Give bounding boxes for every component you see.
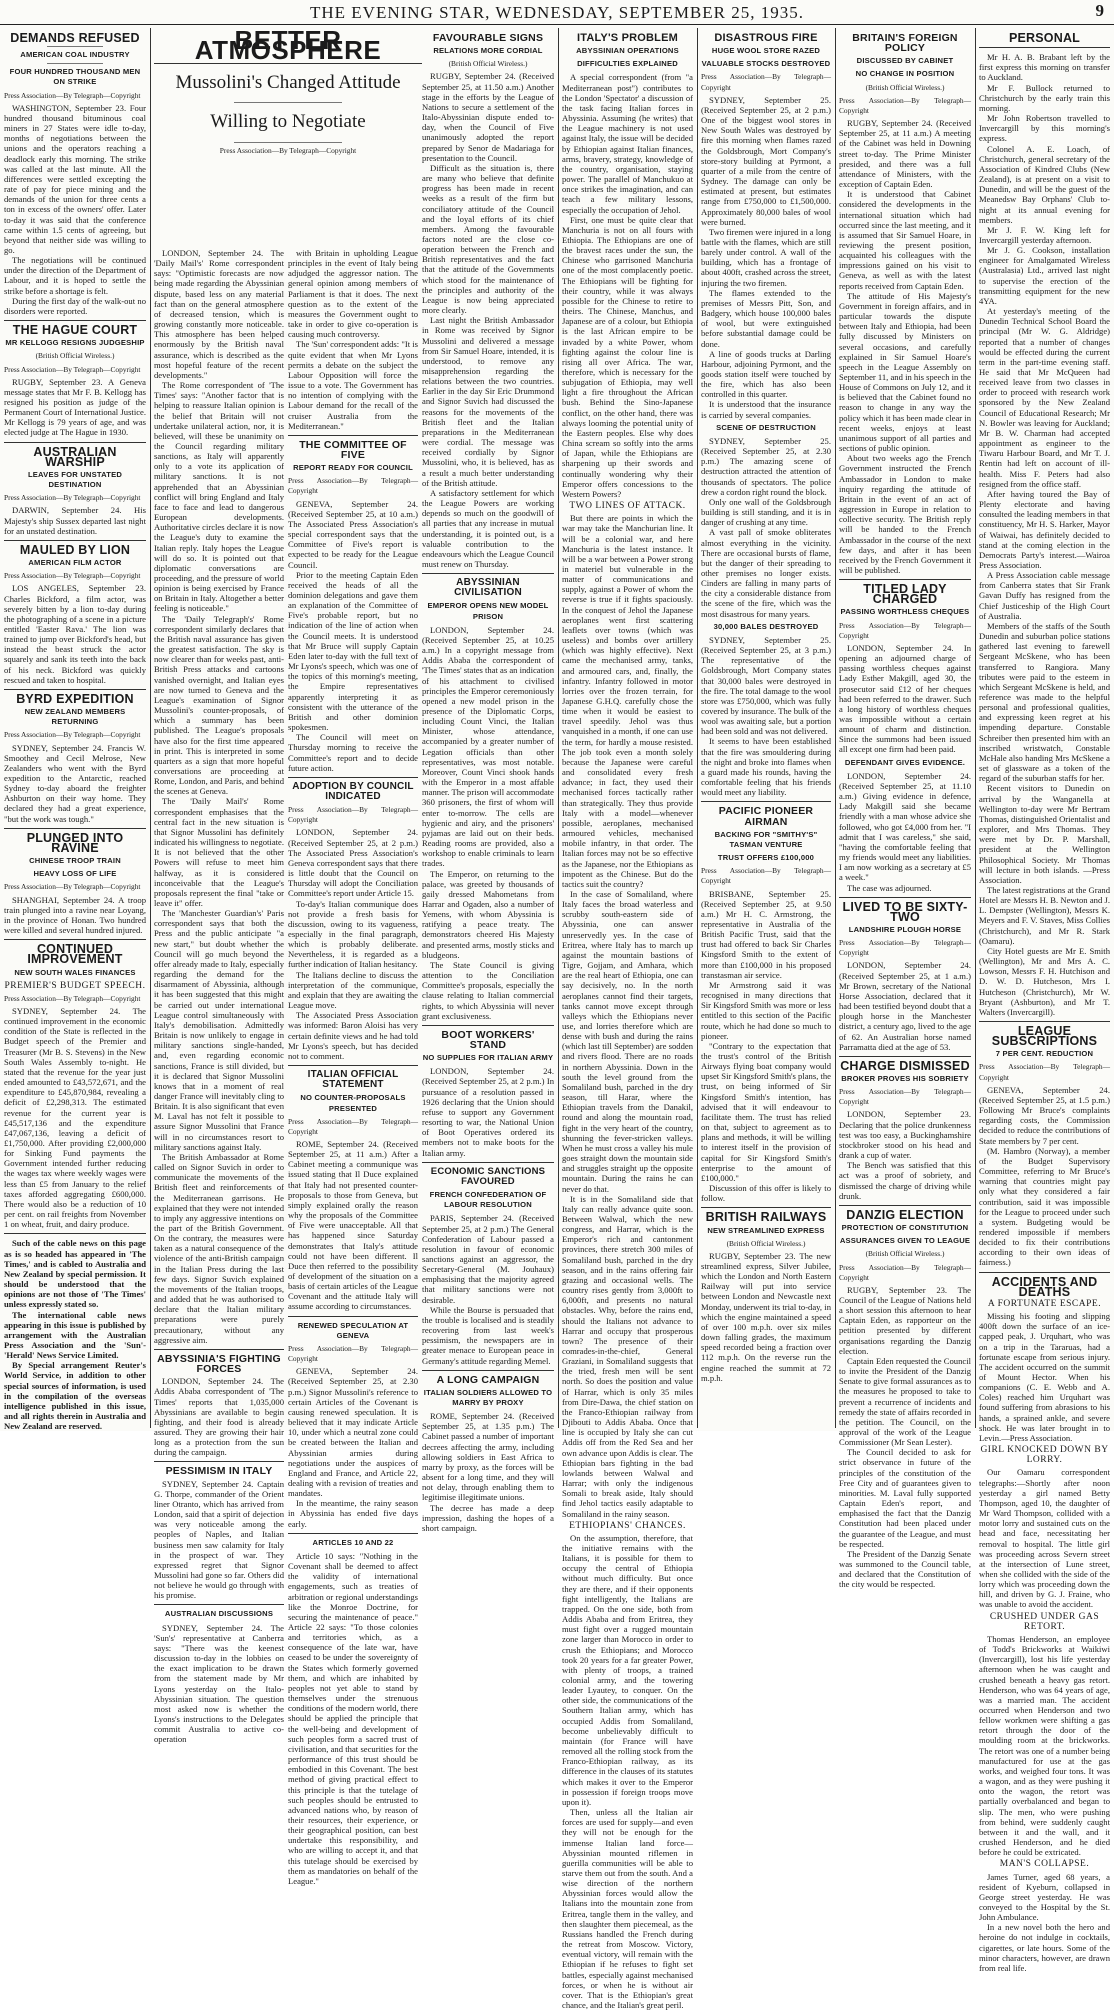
dateline: Press Association—By Telegraph—Copyright	[4, 364, 141, 374]
article-paragraph: The Emperor, on returning to the palace, was greeted by thousands of gaily dressed Mahometans from Harrar and Ogaden, also a number of Yemens, with whom Abyssinia is ratifying a peace treaty. The demonstrators cheered His Majesty and presented arms, mostly sticks and bludgeons.	[422, 868, 554, 960]
headline: ADOPTION BY COUNCIL INDICATED	[292, 780, 414, 802]
article-paragraph: GENEVA, September 24. (Received September 25, at 2.30 p.m.) Signor Mussolini's reference to certain Articles of the Covenant is causing renewed speculation. It is believed that it may indicate Article 10, under which a neutral zone could be created between the Italian and Abyssinian armies during negotiations under the auspices of England and France, and Article 22, dealing with a revision of treaties and mandates.	[288, 1366, 418, 1499]
dateline: Press Association—By Telegraph—Copyright	[839, 95, 971, 115]
column-7	[979, 29, 1110, 1973]
column-rule	[835, 28, 836, 1428]
headline: CONTINUED IMPROVEMENT	[27, 942, 123, 967]
article-paragraph: Mr Armstrong said it was recognised in many directions that Sir Kingsford Smith was more or less entitled to this section of the Pacific route, which he had done so much to pioneer.	[701, 979, 831, 1041]
article-paragraph: The 'Daily Mail's' Rome correspondent emphasises that the central fact in the new situation is that Signor Mussolini has definitely indicated his willingness to negotiate. It is not believed that the other Powers will refuse to meet him halfway, as it is considered inconceivable that the League's proposals represent the final "take or leave it" offer.	[154, 796, 284, 908]
article-paragraph: LONDON, September 24. (Received September 25, at 2 p.m.) The Associated Press Association's Geneva correspondent says that there is little doubt that the Council on Thursday will adopt the Conciliation Committee's report under Article 15.	[288, 827, 418, 899]
article-paragraph: GENEVA, September 24. (Received September 25, at 10 a.m.) The Associated Press Association's special correspondent says that the Committee of Five's report is expected to be ready for the League Council.	[288, 498, 418, 570]
feature-deck: Mussolini's Changed Attitude	[175, 72, 401, 94]
article-paragraph: The attitude of His Majesty's Government in foreign affairs, and in particular towards the dispute between Italy and Ethiopia, had been fully discussed by Ministers on several occasions, and carefully explained in Sir Samuel Hoare's speech in the League Assembly on September 11, and in his speech in the House of Commons on July 12, and it is believed that the Cabinet found no reason to change in any way the policy which it has been made clear in recent weeks, enjoys at least unanimous support of all parties and sections of public opinion.	[839, 290, 971, 454]
article-paragraph: A line of goods trucks at Darling Harbour, adjoining Pyrmont, and the goods station itself were touched by the fire, which has also been controlled in this quarter.	[701, 348, 831, 400]
headline: CHARGE DISMISSED	[840, 1058, 970, 1073]
subheading: PREMIER'S BUDGET SPEECH.	[4, 980, 146, 991]
page-number: 9	[1095, 1, 1104, 20]
section-subhead: A FORTUNATE ESCAPE.	[987, 1298, 1102, 1309]
article-paragraph: RUGBY, September 23. The Council of the League of Nations held a short session this afternoon to hear Captain Eden, as rapporteur on the petition presented by different organisations regarding the Danzig election.	[839, 1284, 971, 1356]
subheading: ITALIAN SOLDIERS ALLOWED TO MARRY BY PROXY	[423, 1387, 553, 1407]
article-paragraph: Colonel A. E. Loach, of Christchurch, general secretary of the Association of Kindred Clubs (New Zealand), is at present on a visit to Dunedin, and will be the guest of the Meanedsw Bay Orphans' Club to-night at its annual evening for members.	[979, 143, 1110, 225]
subheading: PASSING WORTHLESS CHEQUES	[840, 607, 970, 617]
article-paragraph: LONDON, September 24. (Received September 25, at 2 p.m.) In pursuance of a resolution passed in 1926 declaring that the Union should refuse to support any Government resorting to war, the National Union of Boot Operatives ordered its members not to make boots for the Italian army.	[422, 1066, 554, 1158]
feature-headline: BETTER ATMOSPHERE	[194, 25, 382, 66]
dateline: Press Association—By Telegraph—Copyright	[4, 493, 141, 503]
headline: BRITAIN'S FOREIGN POLICY	[852, 32, 958, 55]
section-subhead: CRUSHED UNDER GAS RETORT.	[989, 1611, 1100, 1632]
article-paragraph: In the meantime, the rainy season in Abyssinia has ended five days early.	[288, 1498, 418, 1529]
article-paragraph: Mr John Robertson travelled to Invercargill by this morning's express.	[979, 113, 1110, 144]
article-paragraph: After having toured the Bay of Plenty electorate and having consulted the leading members in that constituency, Mr H. S. Harker, Mayor of Waiwai, has definitely decided to stand at the coming election in the Democrats Party's interest.—Wairoa Press Association.	[979, 488, 1110, 570]
notice-paragraph: Such of the cable news on this page as is so headed has appeared in 'The Times,' and is cabled to Australia and New Zealand by special permission. It should be understood that the opinions are not those of 'The Times' unless expressly stated so.	[4, 1238, 146, 1310]
article-paragraph: SYDNEY, September 24. Francis W. Smoothey and Cecil Melrose, New Zealanders who went with the Byrd expedition to the Antarctic, reached Sydney to-day aboard the freighter Ashburton on their way home. They declared they had a great experience, "but the work was tough."	[4, 742, 146, 824]
article-paragraph: Prior to the meeting Captain Eden received the heads of all the dominion delegations and gave them an explanation of the Committee of Five's probable report, but no indication of the line of action when the Council meets. It is understood that Mr Bruce will supply Captain Eden later to-day with the full text of Mr Lyons's speech, which was one of the topics of this morning's meeting, the Empire representatives apparently interpreting it as consistent with the utterance of the British and other dominion spokesmen.	[288, 569, 418, 733]
article-paragraph: The flames extended to the premises of Messrs Pitt, Son, and Badgery, which house 100,000 bales of wool, but were extinguished before substantial damage could be done.	[701, 287, 831, 349]
dateline: Press Association—By Telegraph—Copyright	[288, 805, 418, 825]
subheading: BACKING FOR "SMITHY'S" TASMAN VENTURE	[714, 829, 818, 849]
article-paragraph: The Associated Press Association was informed: Baron Aloisi has very certain definite views and he had told Mr Lyons's speech, but has decided not to comment.	[288, 1010, 418, 1061]
article-paragraph: City Hotel guests are Mr E. Smith (Wellington), Mr and Mrs A. C. Lowson, Messrs F. H. Hutchison and D. W. D. Hutcheson, Mrs I. Hutcheson (Christchurch), Mr W. Bryant (Ashburton), and Mr T. Walters (Invercargill).	[979, 945, 1110, 1017]
article-paragraph: Mr H. A. B. Brabant left by the first express this morning on transfer to Auckland.	[979, 52, 1110, 83]
dateline: Press Association—By Telegraph—Copyright	[4, 90, 141, 100]
subheading: LANDSHIRE PLOUGH HORSE	[848, 924, 962, 934]
headline: FAVOURABLE SIGNS	[432, 32, 544, 44]
column-4	[562, 29, 693, 2010]
subheading: NEW STREAMLINED EXPRESS	[707, 1225, 825, 1235]
dateline: Press Association—By Telegraph—Copyright	[839, 1087, 971, 1107]
article-paragraph: BRISBANE, September 25. (Received September 25, at 9.50 a.m.) Mr H. C. Armstrong, the representative in Australia of the British Pacific Trust, said that the trust had offered to back Sir Charles Kingsford Smith to the extent of more than £100,000 in his proposed transtasman air service.	[701, 888, 831, 980]
article-paragraph: LONDON, September 24. The 'Daily Mail's' Rome correspondent says: "Optimistic forecasts are now being made regarding the Abyssinian dispute, based less on any material fact than on the general atmosphere of decreased tension, which is growing constantly more noticeable. This atmosphere has been helped enormously by the British naval assurance, which is described as the most hopeful feature of the recent developments."	[154, 248, 284, 380]
article-paragraph: The 'Sun' correspondent adds: "It is quite evident that when Mr Lyons permits a debate on the subject the Labour Opposition will force the issue to a vote. The Government has no intention of complying with the Labour demand for the recall of the cruiser Australia from the Mediterranean."	[288, 339, 418, 431]
headline: THE COMMITTEE OF FIVE	[299, 438, 407, 461]
article-paragraph: Then, unless all the Italian air forces are used for supply—and even they will not be enough for the immense Italian land force—Abyssinian mounted riflemen in guerilla communities will be able to starve them out from the south. And a wise direction of the northern Abyssinian forces would allow the Italians into the mountain zone from Eritrea, tangle them in the valley, and then slaughter them piecemeal, as the Russians handled the French during the retreat from Moscow. Victory, eventual victory, will remain with the Ethiopian if he refuses to fight set battles, especially against mechanised forces, or when he is without air cover. That is the Ethiopian's great chance, and the Italian's great peril.	[562, 1807, 693, 2010]
article-paragraph: But there are points in which the war may take the Manchurian line. It will be a colonial war, and here Manchuria is the latest instance. It will be a war between a Power strong in materiel but vulnerable in the matter of communications and supply, against a Power of whom the reverse is true if it fights spaciously. In the conquest of Jehol the Japanese aeroplanes went first scattering leaflets over towns (which was useless) and bombs over artillery (which was highly effective). Next came the mechanised army, tanks, and armoured cars, and, finally, the infantry. Infantry followed in motor lorries over the frozen terrain, for Japanese G.H.Q. carefully chose the time when it would be easiest to travel speedily. Jehol was thus vanquished in a month, if one can use the term, for hardly a mouse resisted. The job took even a month solely because the Japanese were careful and consolidated every fresh advance; in fact, they used their mechanised forces tactically rather than strategically. They thus provide Italy with a model—whenever possible, aeroplanes, mechanised armoured vehicles, mechanised mobile infantry, in that order. The Italian forces may not be so effective as the Japanese, nor the Ethiopians as impotent as the Chinese. But do the tactics suit the country?	[562, 513, 693, 889]
article-paragraph: The 'Daily Telegraph's' Rome correspondent similarly declares that the British naval assurance has given the greatest satisfaction. The sky is now clearer than for weeks past, anti-British Press attacks and cartoons vanished overnight, and Italian eyes are now turned to Geneva and the League's examination of Signor Mussolini's counter-proposals, of which a summary has been published. The League's proposals have also for the first time appeared in print. This is interpreted in some quarters as a sign that more hopeful conversations are proceeding at Rome, London, and Paris, and behind the scenes at Geneva.	[154, 613, 284, 797]
subheading: ABYSSINIAN OPERATIONS	[576, 46, 679, 56]
headline: PESSIMISM IN ITALY	[165, 1465, 273, 1478]
dateline: (British Official Wireless.)	[865, 1249, 945, 1259]
headline: DISASTROUS FIRE	[714, 32, 818, 44]
feature-deck: Willing to Negotiate	[210, 111, 366, 133]
article-paragraph: LOS ANGELES, September 23. Charles Bickford, a film actor, was severely bitten by a lion to-day during the photographing of a scene in a picture entitled 'Easter Rava.' The lion was trained to jump over Bickford's head, but instead the beast struck the actor squarely and sank its teeth into the back of his neck. Bickford was quickly rescued and taken to hospital.	[4, 583, 146, 685]
headline: ABYSSINIA'S FIGHTING FORCES	[157, 1352, 281, 1376]
subheading: 7 PER CENT. REDUCTION	[995, 1049, 1094, 1059]
article-paragraph: On the assumption, therefore, that the initiative remains with the Italians, it is possible for them to occupy the central of Ethiopia without much difficulty. But once they are there, and if their opponents fight intelligently, the Italians are trapped. On the one side, both from Addis Ababa and from Eritrea, they must fight over a rugged mountain zone larger than Morocco in order to crush the Ethiopians; and Morocco took 20 years for a far greater Power, with plenty of troops, a trained colonial army, and the towering leader Lyautey, to conquer. On the other side, the communications of the Southern Italian army, which has occupied Addis from Somaliland, become unbelievably difficult to maintain (for France will have removed all the rolling stock from the Franco-Ethiopian railway, as its difference in the clauses of its statutes which makes it over to the Emperor in possession if foreign troops move upon it).	[562, 1532, 693, 1807]
article-paragraph: It is in the Somaliland side that Italy can really advance quite soon. Between Walwal, which the new congress, and Harrar, which is the Emperor's rich and cantonment provinces, there stretch 300 miles of Somaliland bush, parched in the dry season, and in the rains offering fair grazing and occasional wells. The country rises gently from 3,000ft to 6,000ft, and presents no natural obstacles. Why, before the rains end, should the Italians not advance to Harrar and occupy that prosperous town? The presence of their comrades-in-the-chief, General Graziani, in Somaliland suggests that the tried, fresh men will be sent north. So does the position and value of Harrar, which is only 35 miles from Dire-Dawa, the chief station on the Franco-Ethiopian railway from Djibouti to Addis Ababa. Once that line is occupied by Italy she can cut Addis off from the Red Sea and her own advance upon Addis is clear. The Ethiopian bars fighting in the bad lowlands between Walwal and Harrar; with only the indigenous Somali to break aside, Italy should find Jehol tactics easily adaptable to Somaliland in the rainy season.	[562, 1193, 693, 1519]
subheading: NO CHANGE IN POSITION	[855, 69, 955, 79]
article-paragraph: The State Council is giving attention to the Conciliation Committee's proposals, especially the clause relating to Italian commercial rights, to which Abyssinia will never grant exclusiveness.	[422, 959, 554, 1021]
subheading: TRUST OFFERS £100,000	[717, 853, 815, 863]
article-paragraph: Captain Eden requested the Council to invite the President of the Danzig Senate to give formal assurances as to the measures he proposed to take to prevent a recurrence of incidents and remedy the state of affairs recorded in the petition. The Council, on the approval of the work of the League Commissioner (Mr Sean Lester).	[839, 1355, 971, 1448]
headline: PERSONAL	[1008, 31, 1081, 45]
article-paragraph: "Contrary to the expectation that the trust's control of the British Airways flying boat company would upset Sir Kingsford Smith's plans, the trust, on being informed of Sir Kingsford Smith's intention, has advised that it will endeavour to facilitate them. The trust has relied on that, subject to agreement as to plans and methods, it will be willing to interest itself in the provision of capital for Sir Kingsford Smith's enterprise to the amount of £100,000."	[701, 1040, 831, 1183]
article-paragraph: In the case of Somaliland, where Italy faces the broad waterless and scrubby south-eastern side of Abyssinia, one can answer unreservedly yes. In the case of Eritrea, where Italy has to march up against the mountain bastions of Tigre, Gojjam, and Amhara, which are the real heart of Ethiopia, one can say decisively, no. In the north aeroplanes cannot find their targets, tanks cannot move except through valleys which the Ethiopians never use, and lorries therefore which are dense with bush and during the rains (which last till September) are sodden and rivers flood. There are no roads in northern Abyssinia. Down in the south the level ground from the Somaliland bush, parched in the dry season, till Harar, where the Ethiopian travels from the Danakil, round and along the mountain road, fight in the very heart of the country, shunning the fever-stricken valleys. When he must cross a valley his mule goes straight down the mountain side and struggles straight up the opposite mountain. During the rains he can never do that.	[562, 888, 693, 1194]
article-paragraph: Only one wall of the Goldsbrough building is still standing, and it is in danger of crushing at any time.	[701, 496, 831, 528]
subheading: CHINESE TROOP TRAIN	[29, 856, 121, 866]
article-paragraph: SHANGHAI, September 24. A troop train plunged into a ravine near Loyang, in the province of Honan. Two hundred were killed and several hundred injured.	[4, 894, 146, 936]
column-rule	[150, 28, 151, 1428]
dateline: Press Association—By Telegraph—Copyright	[288, 1343, 418, 1364]
subheading: EMPEROR OPENS NEW MODEL PRISON	[427, 601, 549, 621]
dateline: Press Association—By Telegraph—Copyright	[839, 938, 971, 958]
article-paragraph: LONDON, September 24. The Addis Ababa correspondent of 'The Times' reports that 1,035,000 Abyssinians are available to begin fighting, and their food is already assured. They are growing their hair long as a protection from the sun during the campaign.	[154, 1376, 284, 1458]
subheading: REPORT READY FOR COUNCIL	[293, 463, 413, 473]
dateline: Press Association—By Telegraph—Copyright	[4, 993, 141, 1003]
headline: A LONG CAMPAIGN	[436, 1373, 540, 1386]
subheading: BROKER PROVES HIS SOBRIETY	[841, 1074, 969, 1083]
headline: LIVED TO BE SIXTY-TWO	[842, 899, 968, 924]
article-paragraph: Discussion of this offer is likely to follow.	[701, 1183, 831, 1204]
headline: ITALIAN OFFICIAL STATEMENT	[307, 1069, 399, 1091]
feature-text-b	[288, 248, 418, 1886]
article-paragraph: The Council will meet on Thursday morning to receive the Committee's report and to decide future action.	[288, 732, 418, 773]
article-paragraph: WASHINGTON, September 23. Four hundred thousand bituminous coal miners in 27 States were idle to-day, months of negotiations between the unions and the operators reaching a deadlock early this morning. The strike was called at the last minute. All the differences were settled excepting the rate of pay for piece mining and the demands of the union for three cents a ton in excess of the owners' offer. Later to-day it was said that the conference came within 1.5 cents of agreeing, but beyond that neither side was willing to go.	[4, 102, 146, 255]
subheading: NEW SOUTH WALES FINANCES	[14, 967, 136, 977]
article-paragraph: The President of the Danzig Senate was summoned to the Council table, and declared that the Constitution of the city would be respected.	[839, 1548, 971, 1590]
article-paragraph: PARIS, September 24. (Received September 25, at 2 p.m.) The General Confederation of Labour passed a resolution in favour of economic sanctions against an aggressor, the Secretary-General (M. Jouhaux) emphasising that the majority agreed that military sanctions were not desirable.	[422, 1213, 554, 1305]
subheading: FRENCH CONFEDERATION OF LABOUR RESOLUTION	[429, 1190, 547, 1210]
subheading: AMERICAN COAL INDUSTRY	[20, 50, 130, 60]
article-paragraph: A satisfactory settlement for which the League Powers are working depends so much on the goodwill of all parties that any increase in mutual understanding, it is pointed out, is a valuable contribution to the endeavours which the League Council must renew on Thursday.	[422, 487, 554, 569]
headline: PACIFIC PIONEER AIRMAN	[718, 805, 814, 828]
article-paragraph: SYDNEY, September 25. (Received September 25, at 3 p.m.) The representative of the Goldsbrough, Mort Company states that 30,000 bales were destroyed in the fire. The total damage to the wool store was £750,000, which was fully covered by insurance. The bulk of the wool was awaiting sale, but a portion had been sold and was not delivered.	[701, 634, 831, 737]
article-paragraph: The case was adjourned.	[847, 882, 932, 893]
article-paragraph: LONDON, September 24. (Received September 25, at 1 a.m.) Mr Brown, secretary of the National Horse Association, declared that it had been testified beyond doubt that a plough horse in the Manchester district, a century ago, lived to the age of 62. An Australian horse named Parramatta died at the age of 53.	[839, 960, 971, 1052]
subheading: NO SUPPLIES FOR ITALIAN ARMY	[422, 1053, 554, 1063]
headline: DANZIG ELECTION	[846, 1207, 964, 1222]
dateline: (British Official Wireless.)	[726, 1238, 806, 1248]
article-paragraph: RUGBY, September 23. The new streamlined express, Silver Jubilee, which the London and North Eastern Railway will put into service between London and Newcastle next Monday, underwent its trial to-day, in which the engine maintained a speed of over 100 m.p.h. over six miles down falling grades, the maximum speed recorded being a fraction over 112 m.p.h. On the reverse run the engine reached the summit at 72 m.p.h.	[701, 1250, 831, 1383]
article-paragraph: The decree has made a deep impression, dashing the hopes of a short campaign.	[422, 1502, 554, 1533]
subheading: MR KELLOGG RESIGNS JUDGESHIP	[5, 338, 145, 348]
article-paragraph: SYDNEY, September 25. (Received September 25, at 2.30 p.m.) The amazing scene of destruction attracted the attention of thousands of spectators. The police drew a cordon right round the block.	[701, 435, 831, 497]
article-paragraph: Members of the staffs of the South Dunedin and suburban police stations gathered last evening to farewell Sergeant McSkene, who has been transferred to Rangiora. Many tributes were paid to the esteem in which Sergeant McSkene is held, and reference was made to the helpful personal and professional qualities, and expressing keen regret at his impending departure. Constable Schreiber then presented him with an inscribed wristwatch, Constable McHale also handing Mrs McSkene a set of glassware as a token of the regard of the suburban staffs for her.	[979, 620, 1110, 784]
article-paragraph: First, one must be quite clear that Manchuria is not on all fours with Ethiopia. The Ethiopians are one of the bravest races under the sun, the Chinese who garrisoned Manchuria one of the most complacently poetic. The Ethiopians will be fighting for their country, while it was always possible for the Chinese to retire to theirs. The Chinese, Manchus, and Japanese are of a colour, but Ethiopia is the last African empire to be invaded by a white Power, whom fighting against the colour line is rising all over Africa. The war, therefore, which is necessary for the subjugation of Ethiopia, may well light a fire throughout the African bush. Behind the Sino-Japanese conflict, on the other hand, there was always looming the potential unity of the Eastern peoples. Else why does China scream so softly into the arms of Japan, while the Ethiopians are sharpening up their swords and continually wondering why their Emperor offers concessions to the Western Powers?	[562, 214, 693, 499]
article-paragraph: Mr J. G. Cookson, installation engineer for Amalgamated Wireless (Australasia) Ltd., arrived last night to supervise the erection of the transmitting equipment for the new 4YA.	[979, 245, 1110, 306]
article-paragraph: ROME, September 24. (Received September 25, at 11 a.m.) After a Cabinet meeting a communique was issued stating that Il Duce explained that Italy had not presented counter-proposals to those from Geneva, but simply explained orally the reason why the proposals of the Committee of Five were unacceptable. All that has happened since Saturday demonstrates that Italy's attitude could not have been different. Il Duce then referred to the possibility of development of the situation on a basis of certain articles of the League Covenant and the attitude Italy will assume according to circumstances.	[288, 1138, 418, 1312]
article-paragraph: Our Oamaru correspondent telegraphs:—Shortly after noon yesterday a girl named Betty Thompson, aged 10, the daughter of Mr Ward Thompson, collided with a motor lorry and sustained cuts on the head and face, necessitating her removal to hospital. The little girl was proceeding across Severn street at the intersection of Lune street, when she collided with the side of the lorry which was proceeding down the hill, and driven by G. J. Fraine, who was unable to avoid the accident.	[979, 1467, 1110, 1610]
dateline: (British Official Wireless.)	[448, 59, 528, 69]
article-paragraph: The Bench was satisfied that this act was a proof of sobriety, and dismissed the charge of driving while drunk.	[839, 1160, 971, 1201]
article-paragraph: DARWIN, September 24. His Majesty's ship Sussex departed last night for an unstated destination.	[4, 505, 146, 536]
headline: THE HAGUE COURT	[12, 323, 138, 338]
column-1	[4, 29, 146, 1432]
article-paragraph: At yesterday's meeting of the Dunedin Technical School Board the principal (Mr W. G. Aldridge) reported that a number of changes would be effected during the current term in the part-time evening staff. He said that Mr McQueen had received leave from two classes in order to proceed with research work sponsored by the New Zealand Council of Educational Research; Mr N. Bowler was leaving for Auckland; Mr B. W. Charman had accepted appointment as engineer to the Tiwaru Harbour Board, and Mr T. J. Rentin had left on account of ill-health. Miss F. Peters had also resigned from the office staff.	[979, 306, 1110, 489]
dateline: Press Association—By Telegraph—Copyright	[701, 72, 831, 92]
subheading: RELATIONS MORE CORDIAL	[433, 46, 543, 56]
section-subhead: ETHIOPIANS' CHANCES.	[569, 1520, 686, 1531]
section-subhead: MAN'S COLLAPSE.	[999, 1859, 1090, 1870]
article-paragraph: The Italians decline to discuss the interpretation of the communique, and explain that they are awaiting the League move.	[288, 969, 418, 1011]
dateline: Press Association—By Telegraph—Copyright	[979, 1062, 1110, 1082]
article-paragraph: Missing his footing and slipping 400ft down the surface of an ice-capped peak, J. Urquhart, who was on a trip in the Tararuas, had a fortunate escape from serious injury. The accident occurred on the summit of Mount Hector. When his companions (C. E. Webb and A. Coles) reached him Urquhart was found suffering from abrasions to his hands, a sprained ankle, and severe shock. He was later brought in to Levin.—Press Association.	[979, 1311, 1110, 1443]
headline: ECONOMIC SANCTIONS FAVOURED	[430, 1165, 546, 1187]
article-paragraph: RUGBY, September 24. (Received September 25, at 11.50 a.m.) Another stage in the efforts by the League of Nations to secure a settlement of the Italo-Abyssinian dispute ended to-day, when the Council of Five unanimously adopted the report prepared by Senor de Madariaga for presentation to the Council.	[422, 71, 554, 163]
headline: DEMANDS REFUSED	[10, 31, 140, 45]
subheading: ASSURANCES GIVEN TO LEAGUE	[839, 1236, 971, 1246]
subheading: VALUABLE STOCKS DESTROYED	[701, 59, 831, 69]
article-paragraph: SYDNEY, September 24. Captain G. Thorpe, commander of the Orient liner Otranto, which has arrived from London, said that a spirit of dejection was very noticeable among the peoples of Naples, and Italian business men saw calamity for Italy in the prospect of war. They expressed regret that Signor Mussolini had gone so far. Others did not believe he would go through with his promise.	[154, 1478, 284, 1601]
section-subhead: GIRL KNOCKED DOWN BY LORRY.	[980, 1445, 1109, 1466]
dateline: Press Association—By Telegraph—Copyright	[4, 571, 141, 581]
subheading: RENEWED SPECULATION AT GENEVA	[297, 1320, 409, 1340]
article-paragraph: The latest registrations at the Grand Hotel are Messrs H. B. Newton and J. L. Dempster (Wellington), Messrs K. Meyers and F. V. Staves, Miss Collies (Christchurch), and Mr R. Stark (Oamaru).	[979, 884, 1110, 946]
subheading: ARTICLES 10 AND 22	[312, 1537, 394, 1547]
feature-text-a	[154, 248, 284, 1745]
article-paragraph: It is understood that Cabinet considered the developments in the international situation which had occurred since the last meeting, and it is assumed that Sir Samuel Hoare, in reviewing the present position, acquainted his colleagues with the impressions gained on his visit to Geneva, as well as with the latest reports received from Captain Eden.	[839, 189, 971, 291]
notice-paragraph: By Special arrangement Reuter's World Service, in addition to other special sources of information, is used in the compilation of the overseas intelligence published in this issue, and all rights therein in Australia and New Zealand are reserved.	[4, 1360, 146, 1432]
dateline: Press Association—By Telegraph—Copyright	[288, 1116, 418, 1136]
article-paragraph: LONDON, September 23. Declaring that the police drunkenness test was too easy, a Buckinghamshire stockbroker stood on his head and drank a cup of water.	[839, 1109, 971, 1161]
masthead	[0, 0, 1114, 25]
subheading: HEAVY LOSS OF LIFE	[33, 869, 117, 879]
column-5	[701, 29, 831, 1429]
subheading: NEW ZEALAND MEMBERS RETURNING	[24, 707, 126, 727]
headline: AUSTRALIAN WARSHIP	[33, 444, 117, 469]
article-paragraph: A Press Association cable message from Canberra states that Sir Frank Gavan Duffy has resigned from the Chief Justiceship of the High Court of Australia.	[979, 570, 1110, 621]
headline: TITLED LADY CHARGED	[863, 582, 947, 607]
article-paragraph: (M. Hambro (Norway), a member of the Budget Supervisory Committee, referring to Mr Bruce's warning that countries might pay only what they considered a fair contribution, said it was impossible for the League to proceed under such a system. Budgeting would be rendered impossible if members decided to fix their contributions according to their own ideas of fairness.)	[979, 1145, 1110, 1268]
subheading: DEFENDANT GIVES EVIDENCE.	[844, 757, 966, 767]
column-3	[422, 29, 554, 1533]
subheading: FOUR HUNDRED THOUSAND MEN ON STRIKE	[9, 67, 141, 87]
article-paragraph: A special correspondent (from "a Mediterranean post") contributes to the London 'Spectator' a discussion of the task facing Italian forces in Abyssinia. Assuming (he writes) that the League machinery is not used against Italy, the issue will be decided by Ethiopian against Italian finances, arms, bravery, strategy, knowledge of the country, organisation, staying power. The parallel of Manchukuo at once strikes the imagination, and can teach a few military lessons, especially the occupation of Jehol.	[562, 72, 693, 215]
article-paragraph: Thomas Henderson, an employee of Todd's Brickworks at Waikiwi (Invercargill), lost his life yesterday afternoon when he was caught and crushed beneath a heavy gas retort. Henderson, who was 64 years of age, was a married man. The accident occurred when Henderson and two fellow workmen were shifting a gas retort through the door of the moulding room at the brickworks. The retort was one of a number being manufactured for use at the gas works, and weighed four tons. It was a wagon, and as they were pushing it onto the wagon, the retort was partially overbalanced and began to slip. The men, who were pushing from behind, were suddenly caught between it and the wall, and it crushed Henderson, and he died before he could be extricated.	[979, 1633, 1110, 1858]
dateline: Press Association—By Telegraph—Copyright	[839, 620, 971, 640]
article-paragraph: In a new novel both the hero and heroine do not indulge in cocktails, cigarettes, or late hours. Some of the minor characters, however, are drawn from real life.	[979, 1922, 1110, 1973]
headline: BYRD EXPEDITION	[16, 691, 134, 706]
article-paragraph: SYDNEY, September 25. (Received September 25, at 2 p.m.) One of the biggest wool stores in New South Wales was destroyed by fire this morning when flames razed the Goldsbrough, Mort Company's store-story building at Pyrmont, a quarter of a mile from the centre of Sydney. The damage can only be estimated at present, but estimates range from £750,000 to £1,500,000. Approximately 80,000 bales of wool were burned.	[701, 94, 831, 227]
subheading: PROTECTION OF CONSTITUTION	[841, 1223, 969, 1233]
article-paragraph: SYDNEY, September 24. The continued improvement in the economic condition of the State is reflected in the Budget speech of the Premier and Treasurer (Mr B. S. Stevens) in the New South Wales Assembly to-night. He stated that the revenue for the year just ended amounted to £43,572,671, and the expenditure to £45,870,984, revealing a deficit of £2,298,313. The estimated revenue for the current year is £45,517,136 and the expenditure £47,067,136, leaving a deficit of £1,750,000. After providing £2,000,000 for Sinking Fund payments the Government intended further reducing the wages tax where weekly wages were less than £5 from January to the relief taxes afforded aggregating £600,000. There would also be a reduction of 10 per cent. on rail freights from November 1 on wheat, fruit, and dairy produce.	[4, 1005, 146, 1230]
subheading: NO COUNTER-PROPOSALS PRESENTED	[300, 1093, 406, 1113]
article-paragraph: A vast pall of smoke obliterates almost everything in the vicinity. There are occasional bursts of flame, but the danger of their spreading to other premises no longer exists. Cinders are falling in many parts of the city a considerable distance from the scene of the fire, which was the most disastrous for many years.	[701, 527, 831, 619]
dateline: Press Association—By Telegraph—Copyright	[219, 145, 357, 155]
notice-paragraph: The international cable news appearing in this issue is published by arrangement with the Australian Press Association and the 'Sun'-'Herald' News Service Limited.	[4, 1309, 146, 1361]
subheading: DIFFICULTIES EXPLAINED	[577, 59, 678, 69]
dateline: Press Association—By Telegraph—Copyright	[4, 730, 141, 740]
dateline: (British Official Wireless.)	[865, 82, 945, 92]
subheading: SCENE OF DESTRUCTION	[716, 422, 816, 432]
article-paragraph: While the Bourse is persuaded that the trouble is localised and is steadily recovering from last week's pessimism, the newspapers are in greater menace to European peace in Germany's attitude regarding Memel.	[422, 1304, 554, 1366]
article-paragraph: LONDON, September 24. In opening an adjourned charge of passing worthless cheques against Lady Esther Makgill, aged 30, the prosecutor said £12 of her cheques had been referred to the drawer. Such a long history of worthless cheques was impossible without a certain amount of charm and distinction. Since the summons had been issued all except one firm had been paid.	[839, 642, 971, 755]
subheading: LEAVES FOR UNSTATED DESTINATION	[27, 469, 123, 490]
article-paragraph: Article 10 says: "Nothing in the Covenant shall be deemed to affect the validity of international engagements, such as treaties of arbitration or regional understandings like the Monroe Doctrine, for securing the maintenance of peace." Article 22 says: "To those colonies and territories which, as a consequence of the late war, have ceased to be under the sovereignty of the States which formerly governed them, and which are inhabited by peoples not yet able to stand by themselves under the strenuous conditions of the modern world, there should be applied the principle that the well-being and development of such peoples form a sacred trust of civilisation, and that securities for the performance of this trust should be embodied in this Covenant. The best method of giving practical effect to this principle is that the tutelage of such peoples should be entrusted to advanced nations who, by reason of their resources, their experience, or their geographical position, can best undertake this responsibility, and who are willing to accept it, and that this tutelage should be exercised by them as mandatories on behalf of the League."	[288, 1550, 418, 1886]
section-subhead: TWO LINES OF ATTACK.	[569, 501, 686, 512]
article-paragraph: It seems to have been established that the fire was smouldering during the night and broke into flames when a guard made his rounds, having the comfortable feeling that his friends would meet any liability.	[701, 736, 831, 798]
dateline: Press Association—By Telegraph—Copyright	[4, 882, 141, 892]
article-paragraph: GENEVA, September 24. (Received September 25, at 1.5 p.m.) Following Mr Bruce's complaints regarding costs, the Commission decided to reduce the contributions of State members by 7 per cent.	[979, 1084, 1110, 1146]
dateline: Press Association—By Telegraph—Copyright	[839, 1262, 971, 1282]
article-paragraph: During the first day of the walk-out no disorders were reported.	[4, 295, 146, 316]
dateline: Press Association—By Telegraph—Copyright	[701, 866, 831, 886]
article-paragraph: ROME, September 24. (Received September 25, at 1.35 p.m.) The Cabinet passed a number of important decrees affecting the army, including allowing soldiers in East Africa to marry by proxy, as the forces will be absent for a long time, and they will not delay, through enabling them to legitimise illegitimate unions.	[422, 1411, 554, 1503]
headline: BOOT WORKERS' STAND	[441, 1028, 535, 1051]
article-paragraph: with Britain in upholding League principles in the event of Italy being adjudged the aggressor nation. The general opinion among members of Parliament is that it does. The next question as to the extent of the measures the Government ought to take in order to give co-operation is causing much controversy.	[288, 248, 418, 340]
subheading: AMERICAN FILM ACTOR	[28, 558, 122, 568]
article-paragraph: To-day's Italian communique does not provide a fresh basis for discussion, owing to its vagueness, especially in the final paragraph, which is probably deliberate. Nevertheless, it is regarded as a further indication of Italian hesitancy.	[288, 898, 418, 970]
article-paragraph: It is understood that the insurance is carried by several companies.	[701, 399, 831, 420]
article-paragraph: SYDNEY, September 24. The 'Sun's' representative at Canberra says: "There was the keenest discussion to-day in the lobbies on the exact implication to be drawn from the statement made by Mr Lyons yesterday on the Italo-Abyssinian situation. The question most asked now is whether the Lyons's instructions to the Delegates commit Australia to active co-operation	[154, 1622, 284, 1745]
subheading: AUSTRALIAN DISCUSSIONS	[164, 1609, 274, 1619]
dateline: Press Association—By Telegraph—Copyright	[288, 476, 418, 496]
subheading: 30,000 BALES DESTROYED	[713, 621, 819, 631]
column-rule	[697, 28, 698, 1428]
article-paragraph: Recent visitors to Dunedin on arrival by the Wanganella at Wellington to-day were Mr Bertram Thomas, distinguished Orientalist and explorer, and Mrs Thomas. They were met by Dr. P. Marshall, president at the Wellington Philosophical Society. Mr Thomas will lecture in both islands. —Press Association.	[979, 783, 1110, 885]
column-6	[839, 29, 971, 1590]
article-paragraph: The Council decided to ask for strict observance in future of the principles of the constitution of the Free City and of guarantees given to minorities. M. Laval fully supported Captain Eden's report, and emphasised the fact that the Danzig Constitution had been placed under the guarantee of the League, and must be respected.	[839, 1447, 971, 1549]
article-paragraph: James Turner, aged 68 years, a resident of Kyeburn, collapsed in George street yesterday. He was conveyed to the Hospital by the St. John Ambulance.	[979, 1871, 1110, 1923]
article-paragraph: Mr F. Bullock returned to Christchurch by the early train this morning.	[979, 82, 1110, 113]
column-rule	[975, 28, 976, 1428]
article-paragraph: The 'Manchester Guardian's' Paris correspondent says that both the Press and the public anticipate "a new start," but doubt whether the Council will go much beyond the offer already made to Italy, especially regarding the demand for the disarmament of Abyssinia, although it has been suggested that this might be carried out under international League control simultaneously with Italy's demobilisation. Admittedly Britain is now unlikely to engage in military sanctions single-handed, and, even regarding economic sanctions, France is still divided, but it is declared that Signor Mussolini knows that in a moment of real danger France will inevitably cling to Britain. It is also significant that even M. Laval has not felt it possible to assure Signor Mussolini that France will in no circumstances resort to military sanctions against Italy.	[154, 908, 284, 1152]
article-paragraph: RUGBY, September 23. A Geneva message states that Mr F. B. Kellogg has resigned his position as judge of the Permanent Court of International Justice. Mr Kellogg is 79 years of age, and was elected judge at The Hague in 1930.	[4, 376, 146, 438]
dateline: (British Official Wireless.)	[35, 351, 115, 361]
headline: ACCIDENTS AND DEATHS	[991, 1274, 1098, 1299]
subheading: DISCUSSED BY CABINET	[856, 56, 954, 66]
article-paragraph: The Rome correspondent of 'The Times' says: "Another factor that is helping to reassure Italian opinion is the belief that Britain will not undertake unilateral action, nor, it is believed, will these be unanimity on the Council regarding military sanctions, as Italy will apparently only to a vote its application of military sanctions. It is not apprehended that an Abyssinian conflict will bring England and Italy face to face and lead to dangerous European developments. Authoritative circles declare it is now the League's duty to examine the Italian reply. Italy hopes the League will do so. It is pointed out that diplomatic conversations are proceeding, and the pressure of world opinion is being exercised by France on Britain in Italy. Altogether a better feeling is noticeable."	[154, 380, 284, 614]
headline: LEAGUE SUBSCRIPTIONS	[991, 1024, 1098, 1049]
article-paragraph: LONDON, September 24. (Received September 25, at 10.25 a.m.) In a copyright message from Addis Ababa the correspondent of 'The Times' states that as an indication of his attachment to civilised principles the Emperor ceremoniously opened a new model prison in the presence of the Diplomatic Corps, including Count Vinci, the Italian Minister, whose attendance, accompanied by a greater number of Legation officials than other representatives, was most notable. Moreover, Count Vinci shook hands with the Emperor in a most affable manner. The prison will accommodate 360 prisoners, the first of whom will enter to-morrow. The cells are hygienic and airy, and the prisoners' pyjamas are laid out on their beds. Reading rooms are provided, also a workshop to enable criminals to learn trades.	[422, 624, 554, 869]
article-paragraph: RUGBY, September 24. (Received September 25, at 11 a.m.) A meeting of the Cabinet was held in Downing street to-day. The Prime Minister presided, and there was a full attendance of Ministers, with the exception of Captain Eden.	[839, 118, 971, 190]
column-rule	[558, 28, 559, 1428]
article-paragraph: The British Ambassador at Rome called on Signor Suvich in order to communicate the movements of the British fleet and reinforcements of the Mediterranean garrisons. He explained that they were not intended to imply any aggressive intentions on the part of the British Government. On the contrary, the measures were taken as a natural consequence of the violence of the anti-British campaign in the Italian Press during the last few days. Signor Suvich explained the movements of the Italian troops, and added that he was authorised to declare that the Italian military preparations were purely precautionary, without any aggressive aim.	[154, 1151, 284, 1345]
article-paragraph: Difficult as the situation is, there are many who believe that definite progress has been made in recent weeks as a result of the firm but conciliatory attitude of the Council and the loyal efforts of its chief members. Among the favourable factors noted are the close co-operation between the French and British representatives and the fact that the attitude of the Governments which stood for the maintenance of the principles and authority of the League is now being appreciated more clearly.	[422, 162, 554, 316]
headline: PLUNGED INTO RAVINE	[26, 830, 124, 855]
article-paragraph: The negotiations will be continued under the direction of the Department of Labour, and it is hoped to settle the strike before a shortage is felt.	[4, 255, 146, 296]
article-paragraph: Last night the British Ambassador in Rome was received by Signor Mussolini and delivered a message from Sir Samuel Hoare, intended, it is understood, to remove any misapprehension regarding the relations between the two countries. Earlier in the day Sir Eric Drummond and Signor Suvich had discussed the reasons for the movements of the British fleet and the Italian preparations in the Mediterranean were cordial. The message was received cordially by Signor Mussolini, who, it is believed, has as a result a much better understanding of the British attitude.	[422, 315, 554, 488]
subheading: HUGE WOOL STORE RAZED	[711, 46, 821, 56]
headline: ITALY'S PROBLEM	[577, 32, 678, 44]
headline: BRITISH RAILWAYS	[705, 1210, 827, 1225]
headline: MAULED BY LION	[19, 542, 131, 557]
article-paragraph: Mr J. F. W. King left for Invercargill yesterday afternoon.	[979, 224, 1110, 245]
article-paragraph: Two firemen were injured in a long battle with the flames, which are still barely under control. A wall of the building, which has a frontage of about 400ft, crashed across the street, injuring the two firemen.	[701, 226, 831, 288]
article-paragraph: LONDON, September 24. (Received September 25, at 11.10 a.m.) Giving evidence in defence, Lady Makgill said she became friendly with a man whose advice she followed, who got £4,000 from her. "I admit that I was careless," she said, "having the comfortable feeling that my friends would meet any liabilities. I am now working as a secretary at £5 a week."	[839, 770, 971, 883]
headline: ABYSSINIAN CIVILISATION	[454, 577, 522, 599]
masthead-title: THE EVENING STAR, WEDNESDAY, SEPTEMBER 25, 1935.	[309, 3, 804, 22]
article-paragraph: About two weeks ago the French Government instructed the French Ambassador in London to make inquiry regarding the attitude of Britain in the event of an act of aggression in Europe in relation to collective security. The British reply will be handed to the French Ambassador in the course of the next few days, and after it has been received by the French Government it will be published.	[839, 453, 971, 575]
